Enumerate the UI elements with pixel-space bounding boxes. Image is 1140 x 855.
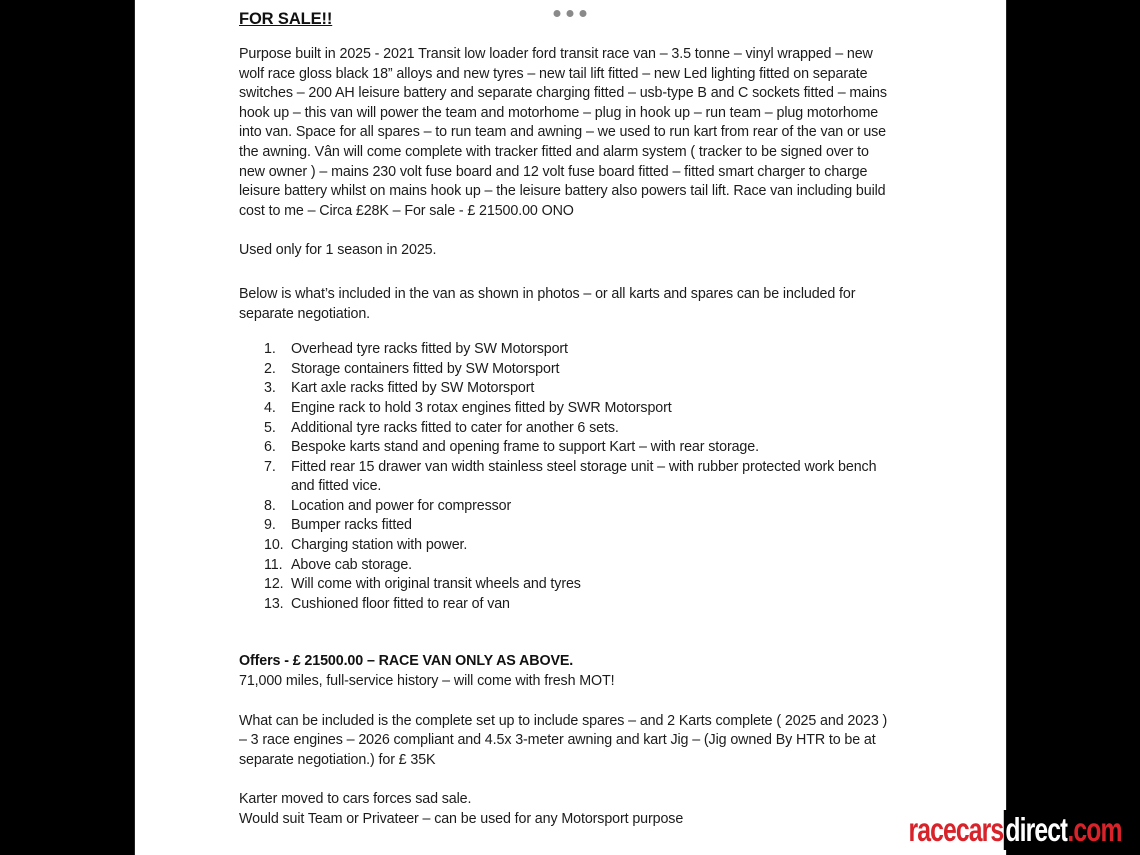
document-page (135, 0, 1006, 855)
list-item-number: 7. (264, 458, 276, 475)
offers-block (239, 652, 898, 691)
racecarsdirect-logo (905, 810, 1123, 850)
list-item (239, 575, 898, 595)
suitability-line: Would suit Team or Privateer – can be used for any Motorsport purpose (239, 811, 684, 827)
logo-direct-text: direct (1005, 811, 1068, 848)
ellipsis-dot-icon (554, 10, 561, 17)
list-item (239, 556, 898, 576)
list-item (239, 360, 898, 380)
list-item-text: Overhead tyre racks fitted by SW Motorsport (291, 341, 568, 358)
list-item (239, 536, 898, 556)
list-item (239, 340, 898, 360)
included-intro-paragraph: Below is what’s included in the van as shown in photos – or all karts and spares can be included for separate negotiation. (239, 285, 856, 322)
list-item (239, 497, 898, 517)
list-item (239, 458, 898, 497)
offers-heading: Offers - £ 21500.00 – RACE VAN ONLY AS ABOVE. (239, 653, 574, 670)
closing-block (239, 790, 898, 829)
list-item-text: Cushioned floor fitted to rear of van (291, 595, 510, 612)
package-paragraph: What can be included is the complete set up to include spares – and 2 Karts complete ( 2025 and 2023 ) – 3 race engines – 2026 compliant and 4.5x 3-meter awning and kart Jig – (Jig owned By HTR to be at separate negotiation.) for £ 35K (239, 712, 888, 768)
sale-reason-line: Karter moved to cars forces sad sale. (239, 791, 472, 808)
list-item-number: 13. (264, 595, 284, 612)
list-item-text: Will come with original transit wheels and tyres (291, 576, 581, 593)
more-options-menu[interactable] (552, 8, 589, 19)
ellipsis-dot-icon (580, 10, 587, 17)
list-item (239, 399, 898, 419)
list-item-number: 3. (264, 380, 276, 397)
list-item-text: Fitted rear 15 drawer van width stainless steel storage unit – with rubber protected work bench and fitted vice. (291, 458, 877, 495)
logo-com-text: .com (1067, 811, 1122, 848)
list-item-text: Storage containers fitted by SW Motorsport (291, 360, 560, 377)
list-item-text: Additional tyre racks fitted to cater for another 6 sets. (291, 419, 619, 436)
intro-paragraph: Purpose built in 2025 - 2021 Transit low loader ford transit race van – 3.5 tonne – vinyl wrapped – new wolf race gloss black 18” alloys and new tyres – new tail lift fitted – new Led lighting fitted on separate switches – 200 AH leisure battery and separate charging fitted – usb-type B and C sockets fitted – mains hook up – this van will power the team and motorhome – plug in hook up – run team – plug motorhome into van. Space for all spares – to run team and awning – we used to run kart from rear of the van or use the awning. Vân will come complete with tracker fitted and alarm system ( tracker to be signed over to new owner ) – mains 230 volt fuse board and 12 volt fuse board fitted – fitted smart charger to charge leisure battery whilst on mains hook up – the leisure battery also powers tail lift. Race van including build cost to me – Circa £28K – For sale - £ 21500.00 ONO (239, 46, 887, 219)
logo-racecars-text: racecars (905, 810, 1003, 850)
list-item (239, 516, 898, 536)
list-item-text: Bespoke karts stand and opening frame to support Kart – with rear storage. (291, 439, 759, 456)
ellipsis-dot-icon (567, 10, 574, 17)
list-item-number: 12. (264, 576, 284, 593)
list-item (239, 438, 898, 458)
list-item-number: 2. (264, 360, 276, 377)
document-body (135, 0, 1006, 830)
list-item-text: Location and power for compressor (291, 497, 512, 514)
mileage-line: 71,000 miles, full-service history – will come with fresh MOT! (239, 673, 615, 690)
list-item-text: Engine rack to hold 3 rotax engines fitted by SWR Motorsport (291, 399, 672, 416)
list-item-number: 8. (264, 497, 276, 514)
included-items-list (239, 340, 898, 614)
list-item-number: 4. (264, 399, 276, 416)
list-item-number: 5. (264, 419, 276, 436)
list-item-number: 6. (264, 439, 276, 456)
list-item (239, 595, 898, 615)
list-item-number: 10. (264, 537, 284, 554)
list-item-number: 9. (264, 517, 276, 534)
list-item (239, 419, 898, 439)
list-item-text: Above cab storage. (291, 556, 413, 573)
list-item (239, 379, 898, 399)
usage-paragraph: Used only for 1 season in 2025. (239, 242, 437, 259)
list-item-number: 11. (264, 556, 283, 573)
list-item-text: Kart axle racks fitted by SW Motorsport (291, 380, 535, 397)
list-item-number: 1. (264, 341, 276, 358)
document-title: FOR SALE!! (239, 10, 333, 28)
list-item-text: Bumper racks fitted (291, 517, 412, 534)
list-item-text: Charging station with power. (291, 537, 468, 554)
